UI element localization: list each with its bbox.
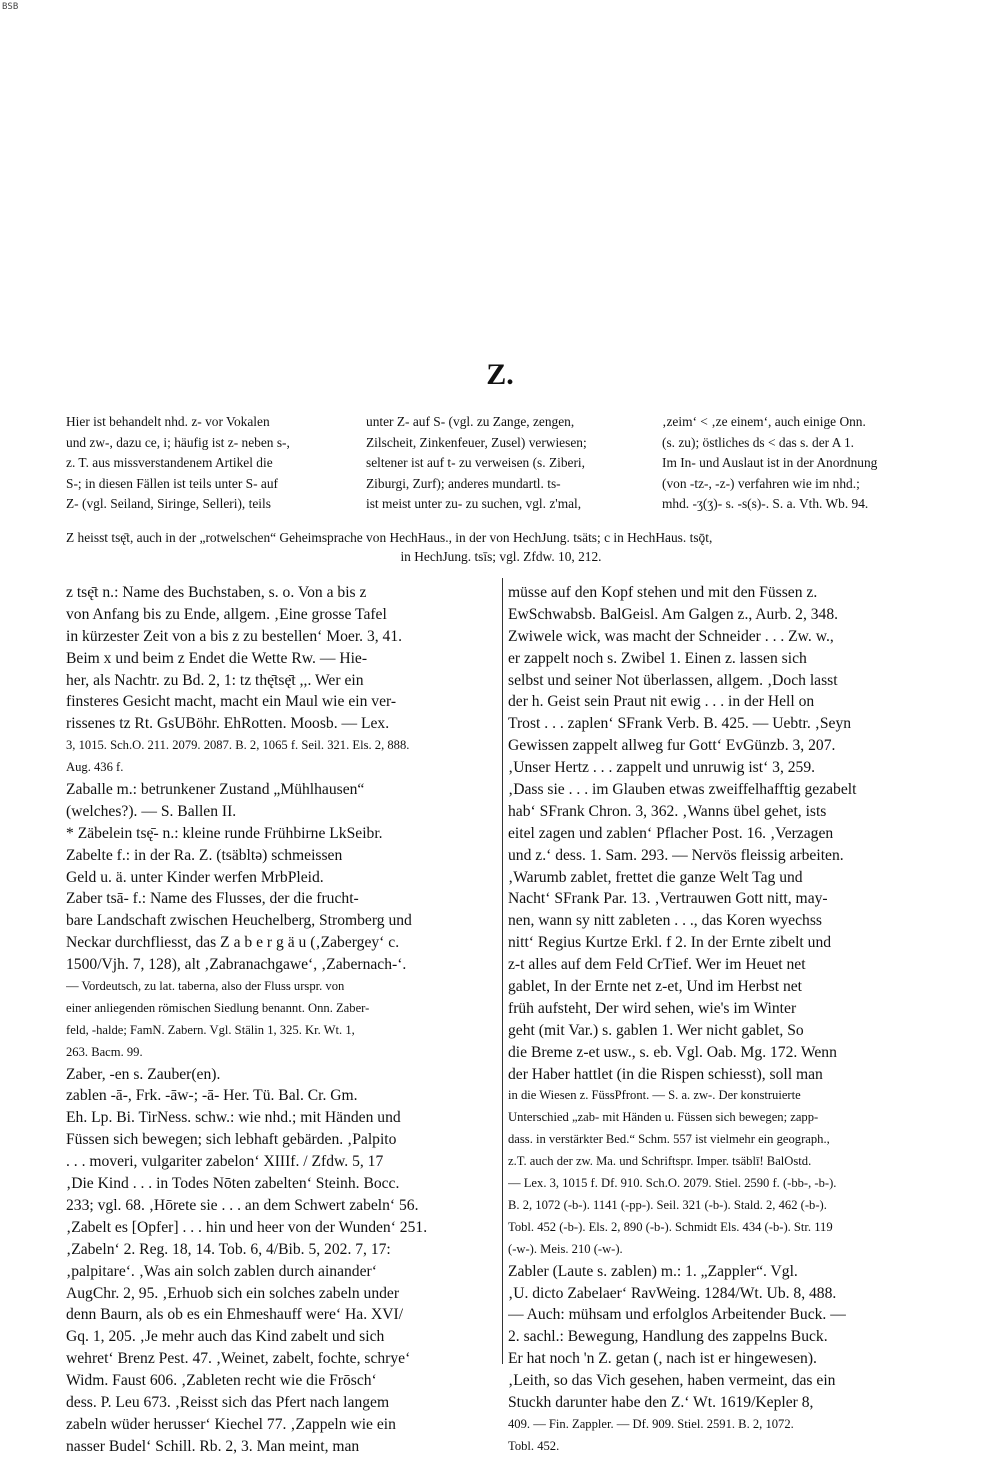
text-line: Ziburgi, Zurf); anderes mundartl. ts- [366,475,561,491]
text-line: ‚Leith, so das Vich gesehen, haben vermeint, das ein [508,1372,836,1390]
text-line: rissenes tz Rt. GsUBöhr. EhRotten. Moosb. — Lex. [66,715,390,733]
text-line: Gq. 1, 205. ‚Je mehr auch das Kind zabelt und sich [66,1328,385,1346]
text-line: * Zäbelein tsę̄- n.: kleine runde Frühbirne LkSeibr. [66,824,383,842]
text-line: B. 2, 1072 (-b-). 1141 (-pp-). Seil. 321 (-b-). Stald. 2, 462 (-b-). [508,1197,827,1212]
text-line: Zaber, -en s. Zauber(en). [66,1065,221,1083]
text-line: nasser Budel‘ Schill. Rb. 2, 3. Man meint, man [66,1437,360,1455]
text-line: früh aufsteht, Der wird sehen, wie's im Winter [508,999,797,1017]
intro-column-3 [662,412,936,515]
text-line: Er hat noch 'n Z. getan (, nach ist er hingewesen). [508,1350,817,1368]
text-line: Zaballe m.: betrunkener Zustand „Mühlhausen“ [66,781,365,799]
text-line: in kürzester Zeit von a bis z zu bestellen‘ Moer. 3, 41. [66,627,403,645]
text-line: Aug. 436 f. [66,760,124,775]
text-line: (von -tz-, -z-) verfahren wie im nhd.; [662,475,860,491]
text-line: Z- (vgl. Seiland, Siringe, Selleri), teils [66,496,271,512]
text-line: . . . moveri, vulgariter zabelon‘ XIIIf. / Zfdw. 5, 17 [66,1153,384,1171]
text-line: müsse auf den Kopf stehen und mit den Füssen z. [508,584,818,601]
text-line: 3, 1015. Sch.O. 211. 2079. 2087. B. 2, 1065 f. Seil. 321. Els. 2, 888. [66,738,410,753]
text-line: er zappelt noch s. Zwibel 1. Einen z. lassen sich [508,649,807,667]
text-line: dass. in verstärkter Bed.“ Schm. 557 ist vielmehr ein geograph., [508,1132,830,1147]
text-line: S-; in diesen Fällen ist teils unter S- auf [66,475,278,491]
text-line: ‚Warumb zablet, frettet die ganze Welt Tag und [508,868,803,886]
text-line: — Vordeutsch, zu lat. taberna, also der Fluss urspr. von [66,979,345,994]
text-line: Stuckh darunter habe den Z.‘ Wt. 1619/Kepler 8, [508,1393,814,1411]
text-line: 2. sachl.: Bewegung, Handlung des zappelns Buck. [508,1328,828,1346]
intro-column-2 [366,412,642,515]
text-line: ist meist unter zu- zu suchen, vgl. z'mal, [366,496,582,512]
text-line: seltener ist auf t- zu verweisen (s. Ziberi, [366,455,586,471]
text-line: EwSchwabsb. BalGeisl. Am Galgen z., Aurb. 2, 348. [508,605,839,623]
text-line: selbst und seiner Not überlassen, allgem. ‚Doch lasst [508,671,838,689]
text-line: Neckar durchfliesst, das Z a b e r g ä u (‚Zabergey‘ c. [66,934,400,952]
text-line: dess. P. Leu 673. ‚Reisst sich das Pfert nach langem [66,1393,390,1411]
text-line: Geld u. ä. unter Kinder werfen MrbPleid. [66,868,324,886]
text-line: AugChr. 2, 95. ‚Erhuob sich ein solches zabeln under [66,1284,400,1302]
text-line: Füssen sich bewegen; sich lebhaft gebärden. ‚Palpito [66,1131,397,1149]
text-line: (-w-). Meis. 210 (-w-). [508,1241,623,1256]
text-line: z.T. auch der zw. Ma. und Schriftspr. Imper. tsäblī! BalOstd. [508,1154,812,1169]
intro-column-1 [66,412,358,515]
text-line: nen, wann sy nitt zableten . . ., das Koren wyechss [508,912,822,930]
text-line: einer anliegenden römischen Siedlung benannt. Onn. Zaber- [66,1000,370,1015]
text-line: wehret‘ Brenz Pest. 47. ‚Weinet, zabelt, fochte, schrye‘ [66,1350,411,1368]
text-line: nitt‘ Regius Kurtze Erkl. f 2. In der Ernte zibelt und [508,934,832,952]
text-line: eitel zagen und zablen‘ Pflacher Post. 16. ‚Verzagen [508,824,834,842]
text-line: z-t alles auf dem Feld CrTief. Wer im Heuet net [508,956,806,974]
text-line: 1500/Vjh. 7, 128), alt ‚Zabranachgawe‘, ‚Zabernach-‘. [66,956,407,974]
text-line: und zw-, dazu ce, i; häufig ist z- neben s-, [66,434,290,450]
text-line: zablen -ā-, Frk. -āw-; -ā- Her. Tü. Bal. Cr. Gm. [66,1087,358,1105]
text-line: ‚Zabeln‘ 2. Reg. 18, 14. Tob. 6, 4/Bib. 5, 202. 7, 17: [66,1240,391,1258]
text-line: Hier ist behandelt nhd. z- vor Vokalen [66,414,270,429]
right-entry-column [508,582,934,1458]
text-line: von Anfang bis zu Ende, allgem. ‚Eine grosse Tafel [66,605,387,623]
text-line: bare Landschaft zwischen Heuchelberg, Stromberg und [66,912,412,930]
text-line: Beim x und beim z Endet die Wette Rw. — Hie- [66,649,368,667]
text-line: hab‘ SFrank Chron. 3, 362. ‚Wanns übel gehet, ists [508,802,827,820]
text-line: Tobl. 452. [508,1438,560,1453]
text-line: in die Wiesen z. FüssPfront. — S. a. zw-. Der konstruierte [508,1088,801,1103]
text-line: Widm. Faust 606. ‚Zableten recht wie die Frōsch‘ [66,1372,377,1390]
text-line: Zaber tsā- f.: Name des Flusses, der die frucht- [66,890,359,908]
text-line: ‚Unser Hertz . . . zappelt und unruwig ist‘ 3, 259. [508,759,816,777]
text-line: — Lex. 3, 1015 f. Df. 910. Sch.O. 2079. Stiel. 2590 f. (-bb-, -b-). [508,1176,837,1191]
text-line: 233; vgl. 68. ‚Hōrete sie . . . an dem Schwert zabeln‘ 56. [66,1196,419,1214]
text-line: feld, -halde; FamN. Zabern. Vgl. Stälin 1, 325. Kr. Wt. 1, [66,1022,355,1037]
text-line: und z.‘ dess. 1. Sam. 293. — Nervös fleissig arbeiten. [508,846,844,864]
text-line: der Haber hattlet (in die Rispen schiesst), soll man [508,1065,823,1083]
text-line: (welches?). — S. Ballen II. [66,802,237,820]
text-line: her, als Nachtr. zu Bd. 2, 1: tz thę̄tsę̄t ,,. Wer ein [66,671,364,689]
text-line: zabeln wüder herusser‘ Kiechel 77. ‚Zappeln wie ein [66,1415,396,1433]
text-line: z. T. aus missverstandenem Artikel die [66,455,273,471]
text-line: ‚zeim‘ < ‚ze einem‘, auch einige Onn. [662,414,866,429]
text-line: ‚U. dicto Zabelaer‘ RavWeing. 1284/Wt. Ub. 8, 488. [508,1284,837,1302]
column-divider [502,578,503,1364]
pronunciation-note [66,528,936,566]
text-line: Nacht‘ SFrank Par. 13. ‚Vertrauwen Gott nitt, may- [508,890,828,908]
text-line: gablet, In der Ernte net z-et, Und im Herbst net [508,978,803,996]
text-line: ‚palpitare‘. ‚Was ain solch zablen durch ainander‘ [66,1262,377,1280]
text-line: ‚Zabelt es [Opfer] . . . hin und heer von der Wunden‘ 251. [66,1218,428,1236]
text-line: (s. zu); östliches ds < das s. der A 1. [662,434,855,450]
text-line: — Auch: mühsam und erfolglos Arbeitender Buck. — [508,1306,846,1324]
text-line: Zwiwele wick, was macht der Schneider . . . Zw. w., [508,627,834,645]
pronunciation-line: Z heisst tsę̄t, auch in der „rotwelschen“ Geheimsprache von HechHaus., in der von HechJung. tsäts; c in HechHaus. tsǭt, [66,530,713,545]
text-line: Zilscheit, Zinkenfeuer, Zusel) verwiesen; [366,434,587,450]
text-line: Eh. Lp. Bi. TirNess. schw.: wie nhd.; mit Händen und [66,1109,401,1127]
page-title: Z. [486,358,514,391]
text-line: ‚Die Kind . . . in Todes Nōten zabelten‘ Steinh. Bocc. [66,1175,400,1193]
text-line: ‚Dass sie . . . im Glauben etwas zweiffelhafftig gezabelt [508,781,857,799]
text-line: finsteres Gesicht macht, macht ein Maul wie ein ver- [66,693,397,711]
text-line: z tsę̄t n.: Name des Buchstaben, s. o. Von a bis z [66,584,367,601]
library-mark: BSB [2,2,19,12]
text-line: mhd. -ʒ(ʒ)- s. -s(s)-. S. a. Vth. Wb. 94. [662,496,869,512]
text-line: Zabler (Laute s. zablen) m.: 1. „Zappler“. Vgl. [508,1262,798,1280]
text-line: die Breme z-et usw., s. eb. Vgl. Oab. Mg. 172. Wenn [508,1043,837,1061]
text-line: geht (mit Var.) s. gablen 1. Wer nicht gablet, So [508,1021,804,1039]
text-line: unter Z- auf S- (vgl. zu Zange, zengen, [366,414,575,429]
pronunciation-line: in HechJung. tsīs; vgl. Zfdw. 10, 212. [400,549,602,564]
left-entry-column [66,582,498,1458]
text-line: Tobl. 452 (-b-). Els. 2, 890 (-b-). Schmidt Els. 434 (-b-). Str. 119 [508,1219,833,1234]
text-line: Gewissen zappelt allweg fur Gott‘ EvGünzb. 3, 207. [508,737,836,755]
text-line: Zabelte f.: in der Ra. Z. (tsäbltə) schmeissen [66,846,343,864]
text-line: Unterschied „zab- mit Händen u. Füssen sich bewegen; zapp- [508,1110,819,1125]
text-line: Im In- und Auslaut ist in der Anordnung [662,455,878,471]
text-line: der h. Geist sein Praut nit ewig . . . in der Hell on [508,693,815,711]
text-line: denn Baurn, als ob es ein Ehmeshauff were‘ Ha. XVI/ [66,1306,404,1324]
text-line: 409. — Fin. Zappler. — Df. 909. Stiel. 2591. B. 2, 1072. [508,1416,794,1431]
text-line: Trost . . . zaplen‘ SFrank Verb. B. 425. — Uebtr. ‚Seyn [508,715,852,733]
text-line: 263. Bacm. 99. [66,1044,143,1059]
